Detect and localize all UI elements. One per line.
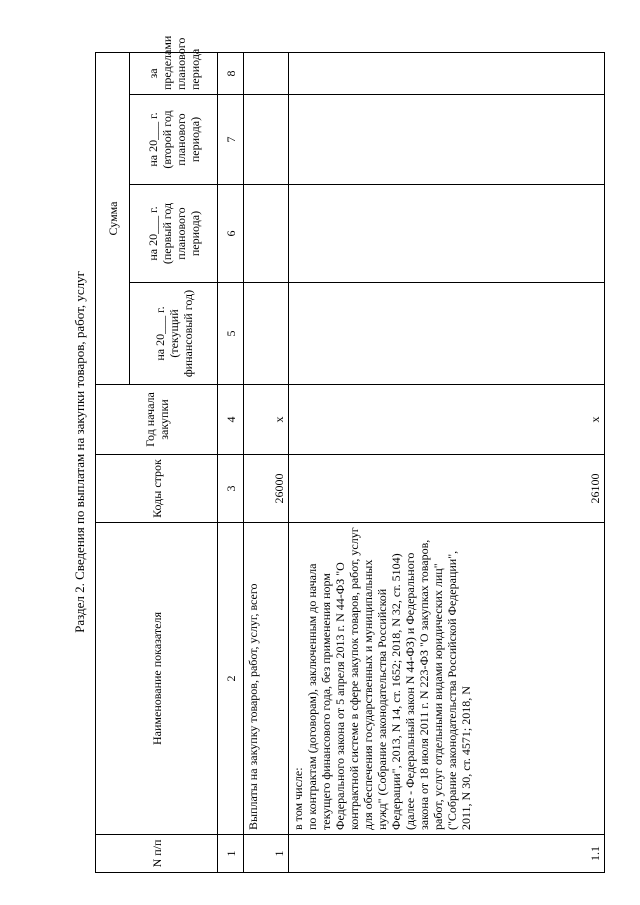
row-value bbox=[244, 95, 289, 185]
row-name: в том числе: по контрактам (договорам), заключенным до начала текущего финансового года, без применения норм Федерального закона от 5 апреля 2013 г. N 44-ФЗ "О контрактной системе в сфере закупок товаров, работ, услуг для обеспечения государственных и муниципальных нужд" (Собрание законодательства Российской Федерации", 2013, N 14, ст. 1652; 2018, N 32, ст. 5104) (далее - Федеральный закон N 44-ФЗ) и Федерального закона от 18 июля 2011 г. N 223-ФЗ "О закупках товаров, работ, услуг отдельными видами юридических лиц" ("Собрание законодательства Российской Федерации", 2011, N 30, ст. 4571; 2018, N bbox=[289, 523, 605, 835]
header-codes: Коды строк bbox=[96, 455, 218, 523]
row-code: 26000 bbox=[244, 455, 289, 523]
header-sum: Сумма bbox=[96, 52, 130, 384]
purchases-table bbox=[95, 35, 605, 873]
numbering-row bbox=[218, 52, 244, 872]
header-col7: на 20___ г. (второй год планового периода) bbox=[130, 95, 218, 185]
col-number: 7 bbox=[218, 95, 244, 185]
section-caption: Раздел 2. Сведения по выплатам на закупки товаров, работ, услуг bbox=[72, 271, 87, 633]
row-year: x bbox=[289, 385, 605, 455]
row-code: 26100 bbox=[289, 455, 605, 523]
row-np: 1 bbox=[244, 835, 289, 873]
header-year: Год начала закупки bbox=[96, 385, 218, 455]
col-number: 8 bbox=[218, 52, 244, 94]
col-number: 5 bbox=[218, 283, 244, 385]
header-col6: на 20___ г. (первый год планового периода) bbox=[130, 185, 218, 283]
table-row bbox=[244, 52, 289, 872]
row-np: 1.1 bbox=[289, 835, 605, 873]
header-col5: на 20___ г. (текущий финансовый год) bbox=[130, 283, 218, 385]
col-number: 2 bbox=[218, 523, 244, 835]
col-number: 1 bbox=[218, 835, 244, 873]
row-name: Выплаты на закупку товаров, работ, услуг, всего bbox=[244, 523, 289, 835]
row-value bbox=[289, 185, 605, 283]
row-value bbox=[289, 52, 605, 94]
col-number: 3 bbox=[218, 455, 244, 523]
row-value bbox=[289, 283, 605, 385]
row-value bbox=[244, 185, 289, 283]
header-col8: за пределами планового периода bbox=[130, 52, 218, 94]
row-year: x bbox=[244, 385, 289, 455]
rotated-table-wrapper bbox=[95, 35, 605, 873]
col-number: 6 bbox=[218, 185, 244, 283]
row-value bbox=[244, 283, 289, 385]
row-value bbox=[289, 95, 605, 185]
header-np: N п/п bbox=[96, 835, 218, 873]
header-name: Наименование показателя bbox=[96, 523, 218, 835]
col-number: 4 bbox=[218, 385, 244, 455]
row-value bbox=[244, 52, 289, 94]
table-row bbox=[289, 52, 605, 872]
